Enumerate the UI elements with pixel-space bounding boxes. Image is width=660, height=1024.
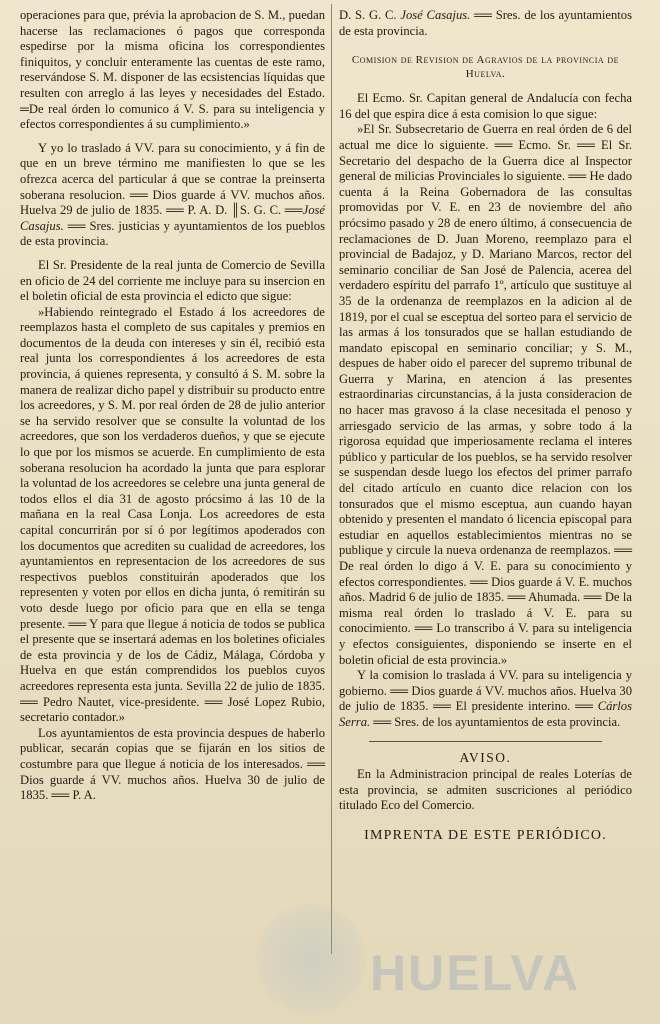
section-divider [369, 741, 602, 742]
signature-serra: Cárlos Serra. [339, 699, 632, 729]
column-divider [331, 4, 332, 954]
signature-casajus-right: José Casajus. [400, 8, 471, 22]
section-heading-comision: Comision de Revision de Agravios de la provincia de Huelva. [351, 54, 620, 81]
paragraph-real-orden: »El Sr. Subsecretario de Guerra en real órden de 6 del actual me dice lo siguiente. ══ Ecmo. Sr. ══ El Sr. Secretario del despacho de la Guerra dice al Inspector general de milicias Provinciales lo siguiente. ══ He dado cuenta á la Reina Gobernadora de las consultas promovidas por V. E. en 23 de noviembre del año prócsimo pasado y 28 de enero último, á consecuencia de reclamaciones de D. Juan Moreno, reemplazo para el provincial de Badajoz, y D. Mariano Marcos, rector del seminario conciliar de San José de Palencia, acerea del verdadero espíritu del parrafo 1º, artículo que sustituye al 35 de la ordenanza de reemplazos en la adicion al de 1819, por el cual se esceptua del sorteo para el servicio de las armas á los tonsurados que se hallan estudiando de mandato episcopal en seminario conciliar; y S. M., despues de haber oido el parecer del supremo tribunal de Guerra y Marina, en atencion á las presentes estraordinarias circunstancias, á la justa consideracion de no hacer mas gravoso á la clase necesitada el penoso y arriesgado servicio de las armas, y sobre todo á la rigorosa equidad que imperiosamente reclama el interes público y particular de los pueblos, se ha servido resolver se suspendan desde luego los efectos del primer parrafo del citado artículo en cuanto dice relacion con los tonsurados que el mismo esceptua, aun cuando hayan obtenido y presenten el mandato ó licencia episcopal para estudiar en aquellos establecimientos mientras no se publique y circule la nueva ordenanza de reemplazos. ══ De real órden lo digo á V. E. para su conocimiento y efectos correspondientes. ══ Dios guarde á V. E. muchos años. Madrid 6 de julio de 1835. ══ Ahumada. ══ De la misma real órden lo traslado á V. E. para su conocimiento. ══ Lo transcribo á V. para su inteligencia y efectos consiguientes, disponiendo se inserte en el boletin oficial de esta provincia.» [339, 122, 632, 667]
signature-head: D. S. G. C. [339, 8, 401, 22]
imprint-footer: IMPRENTA DE ESTE PERIÓDICO. [364, 827, 607, 843]
signature-addressee: ══ Sres. de los ayuntamientos de esta provincia. [339, 8, 632, 38]
traslado-addressee: ══ Sres. justicias y ayuntamientos de los pueblos de esta provincia. [20, 218, 325, 249]
signature-casajus: José Casajus. [20, 203, 325, 233]
comision-addressee: ══ Sres. de los ayuntamientos de esta provincia. [370, 714, 621, 729]
paragraph-signature-continuation [339, 8, 632, 39]
traslado-text: Y yo lo traslado á VV. para su conocimiento, y á fin de que en un breve término me manifiesten lo que se les ofrezca acerca del particular á que se contrae la preinserta soberana resolucion. ══ Dios guarde á VV. muchos años. Huelva 29 de julio de 1835. ══ P. A. D. ║S. G. C. ══ [20, 140, 325, 218]
aviso-paragraph: En la Administracion principal de reales Loterías de esta provincia, se admiten suscriciones al periódico titulado Eco del Comercio. [339, 767, 632, 813]
right-column [339, 8, 632, 844]
comision-text: Y la comision lo traslada á VV. para su inteligencia y gobierno. ══ Dios guarde á VV. muchos años. Huelva 30 de julio de 1835. ══ El presidente interino. ══ [339, 668, 632, 714]
paragraph-ayuntamientos: Los ayuntamientos de esta provincia despues de haberlo publicar, secarán copias que se fijarán en los sitios de costumbre para que llegue á noticia de los interesados. ══ Dios guarde á VV. muchos años. Huelva 30 de julio de 1835. ══ P. A. [20, 725, 325, 803]
aviso-heading: AVISO. [459, 749, 512, 765]
paragraph-traslado [20, 141, 325, 250]
paragraph-capitan-general: El Ecmo. Sr. Capitan general de Andalucía con fecha 16 del que espira dice á esta comision lo que sigue: [339, 91, 632, 121]
paragraph-edicto: »Habiendo reintegrado el Estado á los acreedores de reemplazos hasta el completo de sus capitales y premios en documentos de la deuda con intereses y sin él, recibió esta real junta los correspondientes á los acreedores de esta provincia, á quienes representa, y consultó á S. M. sobre la manera de realizar dicho papel y distribuir su producto entre los acreedores, y S. M. por real órden de 28 de julio anterior se ha servido resolver que se consulte la voluntad de los acreedores, que son los verdaderos dueños, y que se ejecute lo que por los mismos se acuerde. En cumplimiento de esta soberana resolucion ha acordado la junta que para esplorar la voluntad de los acreedores se celebre una junta general de todos ellos el dia 31 de agosto prócsimo á las 10 de la mañana en la real Casa Lonja. Los acreedores de esta capital concurrirán por sí ó por legítimos apoderados con los documentos que acrediten su cualidad de acreedores, los ayuntamientos en representacion de los acreedores de sus respectivos pueblos constituirán apoderados que los representen y voten por ellos en dicha junta, ó remitirán su voto desde luego por oficio para que en ella se tenga presente. ══ Y para que llegue á noticia de todos se publica el presente que se insertará ademas en los boletines oficiales de esta provincia y de los de Cádiz, Málaga, Córdoba y Huelva en que están comprendidos los pueblos cuyos acreedores representa esta junta. Sevilla 22 de julio de 1835. ══ Pedro Nautet, vice-presidente. ══ José Lopez Rubio, secretario contador.» [20, 304, 325, 725]
watermark-seal-icon [256, 904, 366, 1014]
left-column [20, 8, 325, 804]
paragraph-comision-traslada [339, 668, 632, 730]
paragraph-junta-comercio: El Sr. Presidente de la real junta de Comercio de Sevilla en oficio de 24 del corriente me incluye para su insercion en el boletin oficial de esta provincia el edicto que sigue: [20, 257, 325, 304]
watermark-text: HUELVA [370, 945, 581, 1001]
paragraph-continuation: operaciones para que, prévia la aprobacion de S. M., puedan hacerse las reclamaciones ó pagos que corresponda espedirse por la misma oficina los correspondientes finiquitos, y concluir enteramente las cuentas de este ramo, reservándose S. M. disponer de las ecsistencias líquidas que resulten con arreglo á las leyes y necesidades del Estado. ═De real órden lo comunico á V. S. para su inteligencia y efectos correspondientes á su cumplimiento.» [20, 8, 325, 132]
